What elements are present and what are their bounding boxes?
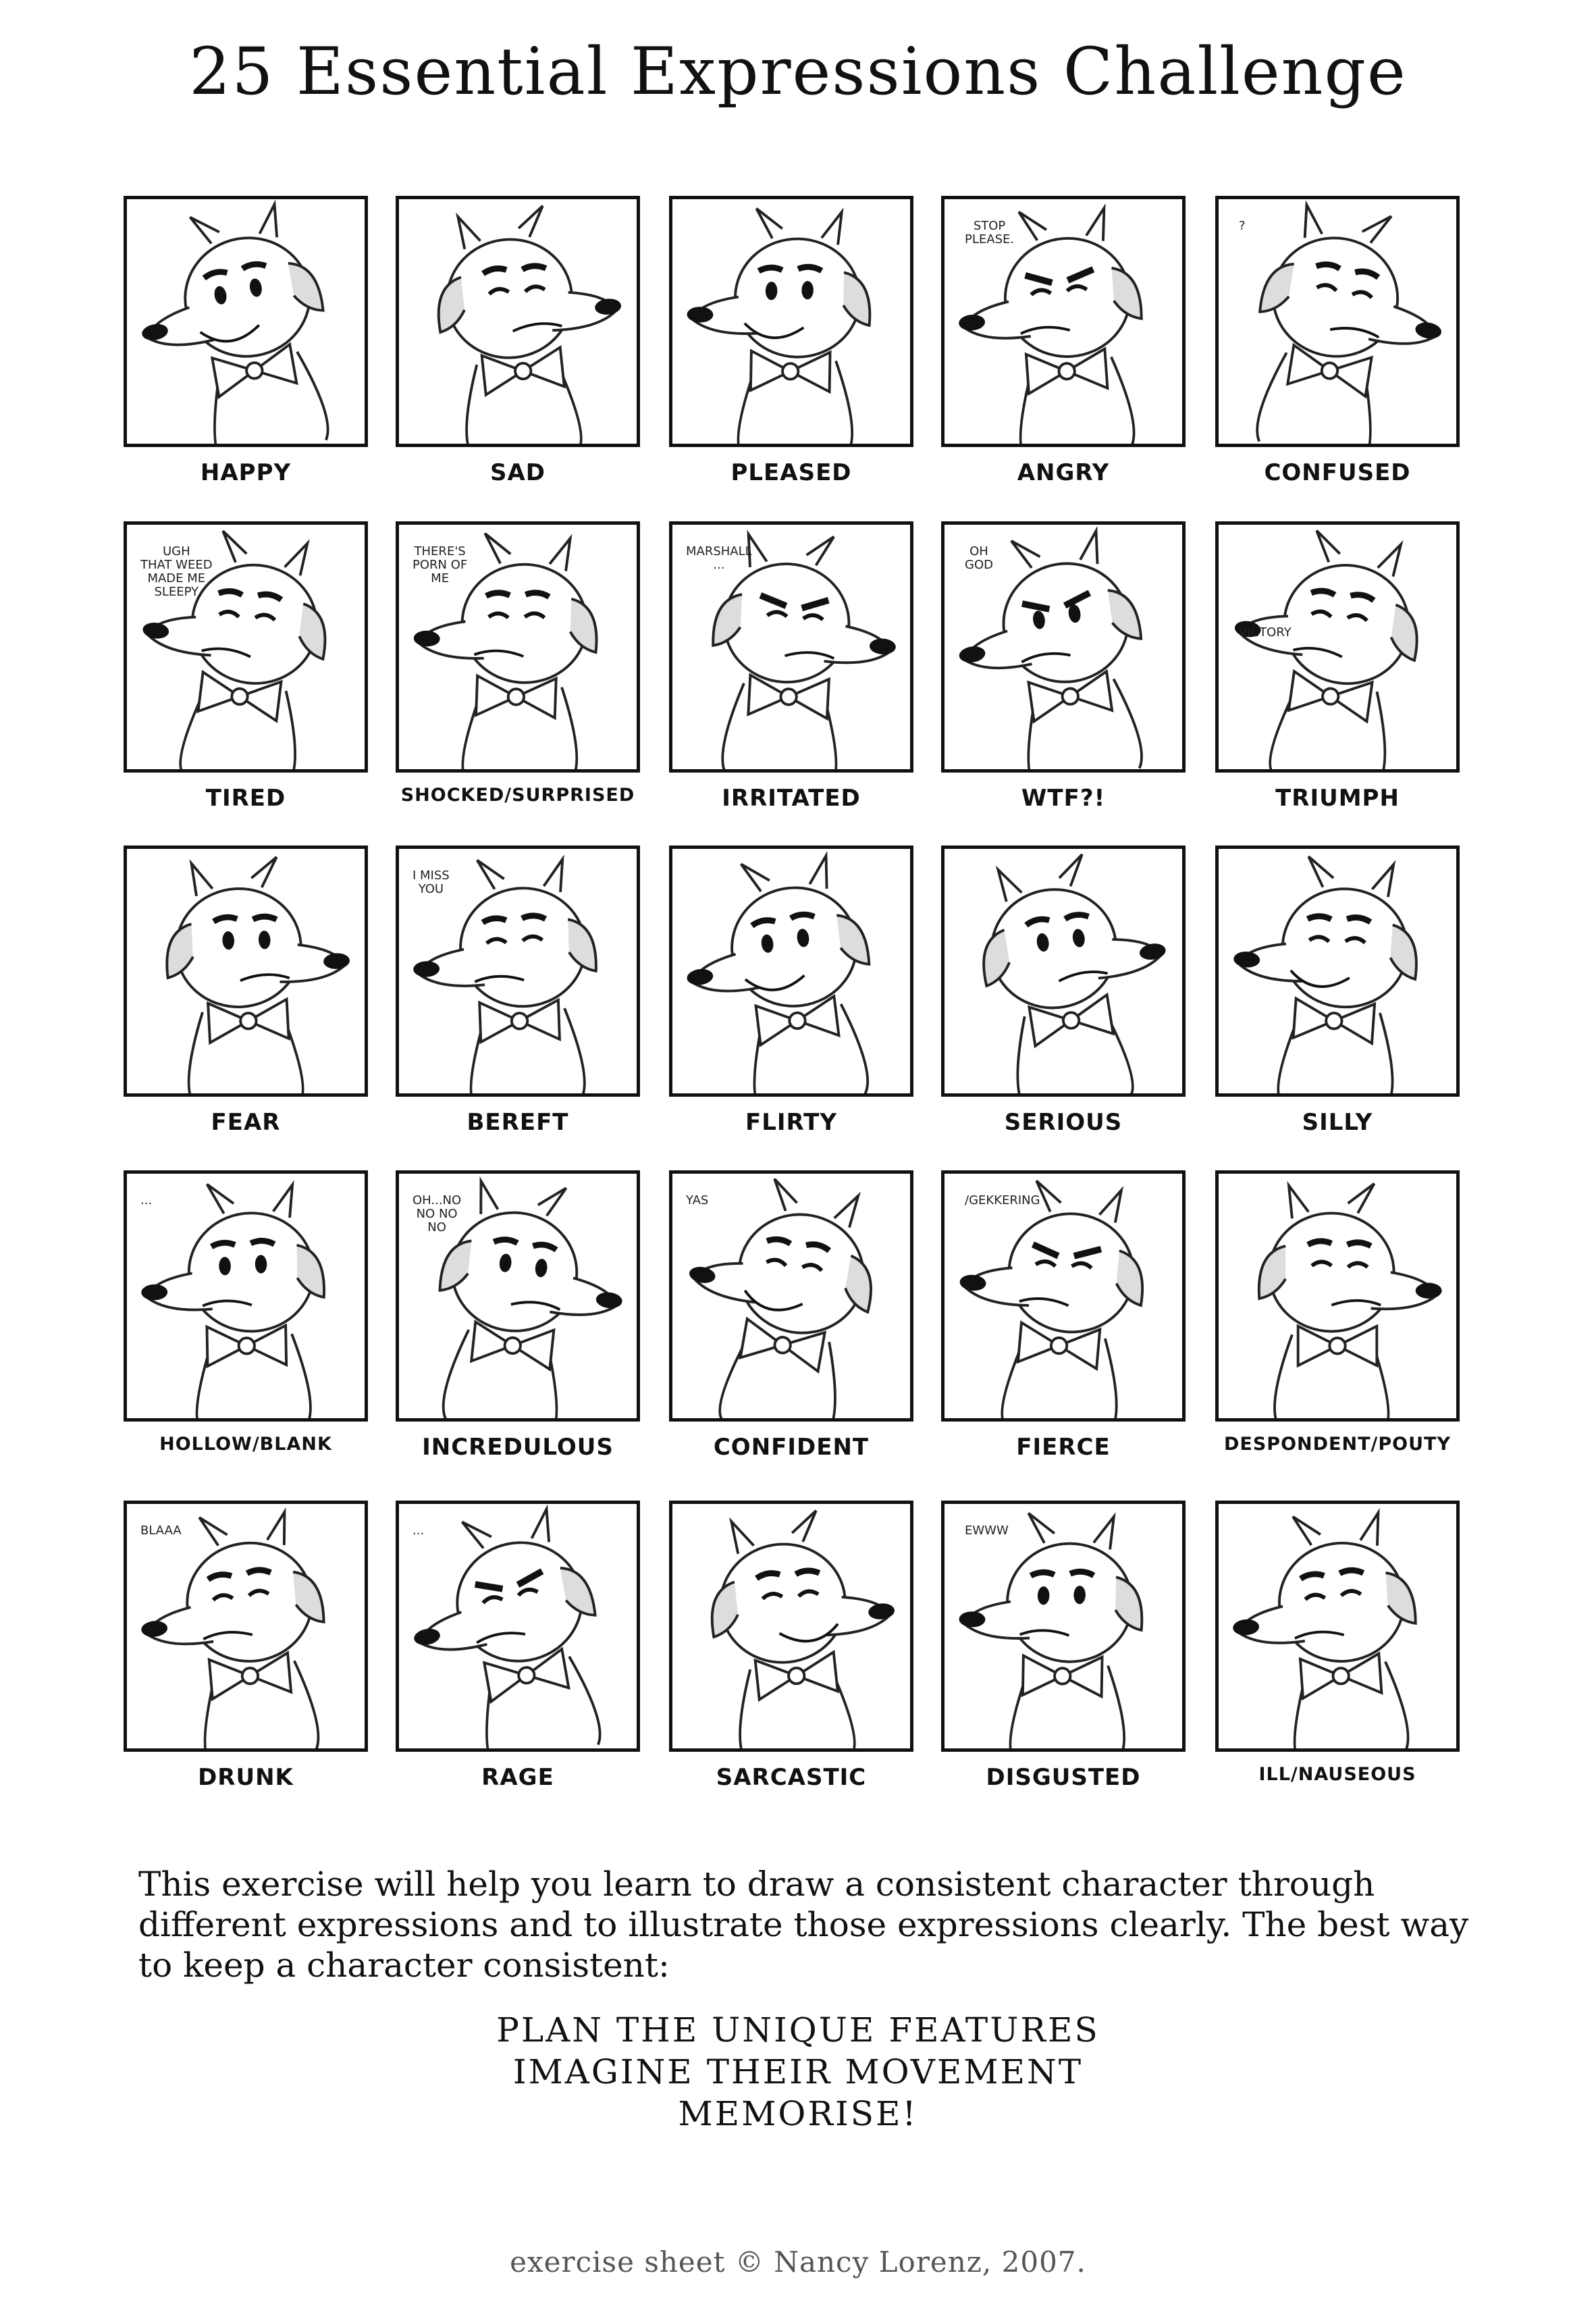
expression-cell — [124, 196, 368, 501]
expression-label: RAGE — [481, 1764, 554, 1791]
expression-cell — [396, 1501, 640, 1806]
expression-cell — [941, 521, 1186, 827]
expression-drawing — [124, 1501, 368, 1752]
expression-drawing — [396, 196, 640, 447]
expression-cell — [941, 1501, 1186, 1806]
expression-drawing — [941, 846, 1186, 1097]
copyright-footer: exercise sheet © Nancy Lorenz, 2007. — [510, 2245, 1086, 2279]
speech-bubble-text: ... — [140, 1193, 153, 1207]
expression-label: SERIOUS — [1004, 1109, 1123, 1136]
expression-drawing — [124, 196, 368, 447]
expression-cell — [124, 1501, 368, 1806]
speech-bubble-text: I MISS YOU — [413, 868, 450, 896]
expression-label: CONFUSED — [1264, 459, 1411, 486]
expression-label: PLEASED — [730, 459, 852, 486]
expression-label: HOLLOW/BLANK — [159, 1434, 332, 1455]
expression-label: WTF?! — [1021, 785, 1106, 812]
expression-label: SILLY — [1302, 1109, 1373, 1136]
speech-bubble-text: UGH THAT WEED MADE ME SLEEPY — [140, 544, 213, 599]
intro-paragraph: This exercise will help you learn to draw a consistent character through different expressions and to illustrate those expressions clearly. The best way to keep a character consistent: — [138, 1865, 1469, 1985]
expression-drawing — [669, 846, 913, 1097]
expression-label: SAD — [489, 459, 546, 486]
expression-label: INCREDULOUS — [422, 1434, 614, 1461]
expression-cell — [669, 846, 913, 1151]
expression-drawing — [1215, 196, 1460, 447]
expression-cell — [124, 521, 368, 827]
expression-drawing — [396, 1501, 640, 1752]
speech-bubble-text: YAS — [686, 1193, 709, 1207]
expression-drawing — [941, 1170, 1186, 1422]
expression-drawing — [941, 1501, 1186, 1752]
expression-label: FIERCE — [1016, 1434, 1111, 1461]
speech-bubble-text: STOP PLEASE. — [965, 219, 1015, 246]
expression-label: SHOCKED/SURPRISED — [400, 785, 635, 806]
expression-cell — [1215, 196, 1460, 501]
expression-label: FLIRTY — [745, 1109, 837, 1136]
expression-drawing — [669, 1501, 913, 1752]
speech-bubble-text: /GEKKERING — [965, 1193, 1040, 1207]
expression-cell — [124, 1170, 368, 1476]
tip-1: PLAN THE UNIQUE FEATURES — [496, 2010, 1100, 2050]
expression-label: IRRITATED — [722, 785, 861, 812]
expression-label: ANGRY — [1017, 459, 1110, 486]
expression-label: BEREFT — [467, 1109, 569, 1136]
expression-cell — [669, 196, 913, 501]
expression-cell — [396, 196, 640, 501]
expression-label: CONFIDENT — [713, 1434, 870, 1461]
expression-cell — [396, 1170, 640, 1476]
expression-label: FEAR — [211, 1109, 281, 1136]
page-title: 25 Essential Expressions Challenge — [189, 34, 1407, 109]
expression-cell — [1215, 1501, 1460, 1806]
expression-cell — [941, 1170, 1186, 1476]
expression-cell — [1215, 1170, 1460, 1476]
expression-drawing — [1215, 521, 1460, 773]
speech-bubble-text: MARSHALL ... — [686, 544, 752, 572]
expression-drawing — [1215, 1170, 1460, 1422]
expression-label: DESPONDENT/POUTY — [1223, 1434, 1451, 1455]
speech-bubble-text: THERE'S PORN OF ME — [413, 544, 468, 586]
expression-drawing — [124, 846, 368, 1097]
expression-cell — [396, 521, 640, 827]
expression-cell — [941, 846, 1186, 1151]
expression-label: ILL/NAUSEOUS — [1258, 1764, 1416, 1785]
expression-drawing — [941, 196, 1186, 447]
expression-drawing — [396, 521, 640, 773]
expression-drawing — [941, 521, 1186, 773]
speech-bubble-text: ? — [1239, 219, 1246, 233]
expression-cell — [1215, 846, 1460, 1151]
tip-2: IMAGINE THEIR MOVEMENT — [512, 2052, 1084, 2091]
expression-cell — [669, 1501, 913, 1806]
expression-drawing — [669, 521, 913, 773]
expression-label: TIRED — [205, 785, 286, 812]
expression-cell — [669, 1170, 913, 1476]
expression-cell — [669, 521, 913, 827]
expression-drawing — [124, 1170, 368, 1422]
speech-bubble-text: OH...NO NO NO NO — [413, 1193, 462, 1234]
tip-3: MEMORISE! — [678, 2094, 918, 2133]
expression-cell — [1215, 521, 1460, 827]
expression-drawing — [396, 1170, 640, 1422]
expression-label: HAPPY — [200, 459, 292, 486]
speech-bubble-text: EWWW — [965, 1524, 1009, 1538]
speech-bubble-text: BLAAA — [140, 1524, 182, 1538]
speech-bubble-text: VICTORY — [1239, 625, 1292, 640]
expression-cell — [941, 196, 1186, 501]
expression-drawing — [669, 196, 913, 447]
expression-cell — [124, 846, 368, 1151]
expression-drawing — [396, 846, 640, 1097]
expression-label: TRIUMPH — [1275, 785, 1400, 812]
expression-drawing — [669, 1170, 913, 1422]
expression-label: SARCASTIC — [716, 1764, 867, 1791]
tips-block — [0, 2009, 1596, 2135]
speech-bubble-text: ... — [413, 1524, 425, 1538]
expression-label: DISGUSTED — [986, 1764, 1141, 1791]
expression-label: DRUNK — [198, 1764, 294, 1791]
expression-cell — [396, 846, 640, 1151]
expression-drawing — [1215, 1501, 1460, 1752]
expression-drawing — [1215, 846, 1460, 1097]
speech-bubble-text: OH GOD — [965, 544, 993, 572]
expression-drawing — [124, 521, 368, 773]
